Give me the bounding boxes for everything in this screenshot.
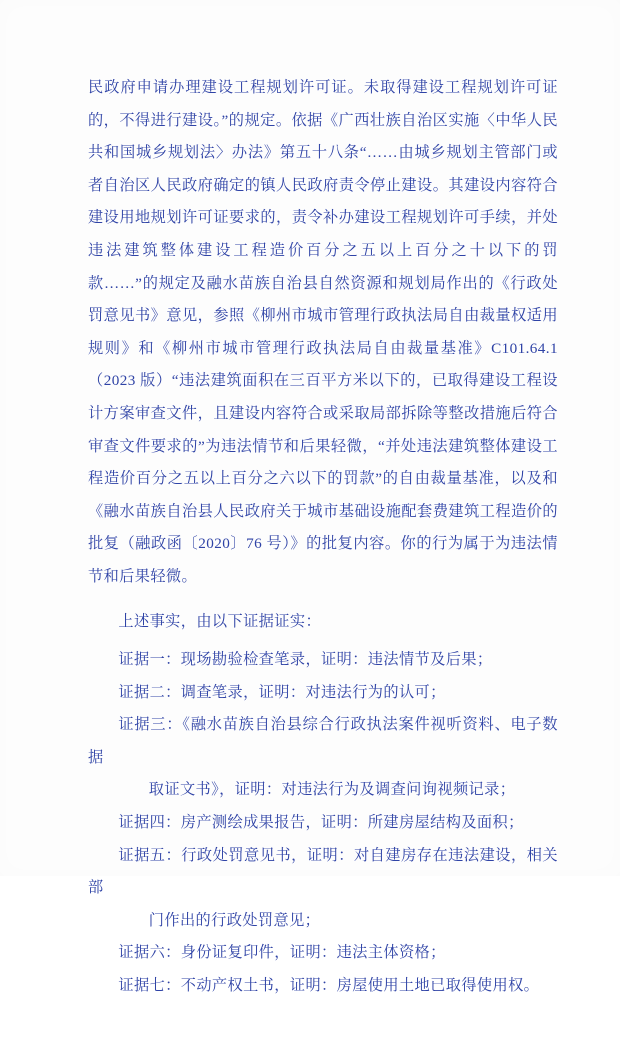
evidence-text: 行政处罚意见书，证明：对自建房存在违法建设，相关部	[88, 846, 558, 897]
evidence-label: 证据五：	[118, 846, 182, 864]
page-footer-space	[88, 1003, 558, 1043]
evidence-text: 不动产权土书，证明：房屋使用土地已取得使用权。	[180, 977, 540, 995]
list-item	[88, 840, 558, 905]
evidence-text: 调查笔录，证明：对违法行为的认可；	[180, 683, 446, 701]
evidence-label: 证据七：	[118, 977, 181, 995]
evidence-label: 证据二：	[118, 683, 181, 701]
evidence-text: 现场勘验检查笔录，证明：违法情节及后果；	[180, 651, 493, 669]
evidence-label: 证据一：	[118, 651, 181, 669]
list-item	[88, 644, 558, 677]
list-item-continuation: 取证文书》，证明：对违法行为及调查问询视频记录；	[148, 781, 516, 799]
evidence-label: 证据三：	[118, 716, 183, 734]
evidence-text: 《融水苗族自治县综合行政执法案件视听资料、电子数据	[88, 716, 559, 766]
evidence-text: 身份证复印件，证明：违法主体资格；	[180, 944, 446, 962]
evidence-text: 房产测绘成果报告，证明：所建房屋结构及面积；	[180, 814, 524, 832]
evidence-label: 证据四：	[118, 814, 181, 832]
list-item	[88, 677, 558, 710]
list-item	[88, 970, 558, 1003]
list-item	[88, 807, 558, 840]
evidence-label: 证据六：	[118, 944, 181, 962]
document-body	[88, 72, 558, 1043]
evidence-list	[88, 644, 558, 1003]
paragraph-spacer	[88, 594, 558, 606]
list-item-continuation: 门作出的行政处罚意见；	[148, 911, 321, 929]
list-item	[88, 709, 558, 774]
body-paragraph-1: 民政府申请办理建设工程规划许可证。未取得建设工程规划许可证的，不得进行建设。”的规定。依据《广西壮族自治区实施〈中华人民共和国城乡规划法〉办法》第五十八条“……由城乡规划主管部门或者自治区人民政府确定的镇人民政府责令停止建设。其建设内容符合建设用地规划许可证要求的，责令补办建设工程规划许可手续，并处违法建筑整体建设工程造价百分之五以上百分之十以下的罚款……”的规定及融水苗族自治县自然资源和规划局作出的《行政处罚意见书》意见，参照《柳州市城市管理行政执法局自由裁量权适用规则》和《柳州市城市管理行政执法局自由裁量基准》C101.64.1（2023 版）“违法建筑面积在三百平方米以下的，已取得建设工程设计方案审查文件，且建设内容符合或采取局部拆除等整改措施后符合审查文件要求的”为违法情节和后果轻微，“并处违法建筑整体建设工程造价百分之五以上百分之六以下的罚款”的自由裁量基准，以及和《融水苗族自治县人民政府关于城市基础设施配套费建筑工程造价的批复（融政函〔2020〕76 号）》的批复内容。你的行为属于为违法情节和后果轻微。	[88, 79, 558, 585]
evidence-intro: 上述事实，由以下证据证实：	[118, 612, 322, 630]
list-item	[88, 937, 558, 970]
